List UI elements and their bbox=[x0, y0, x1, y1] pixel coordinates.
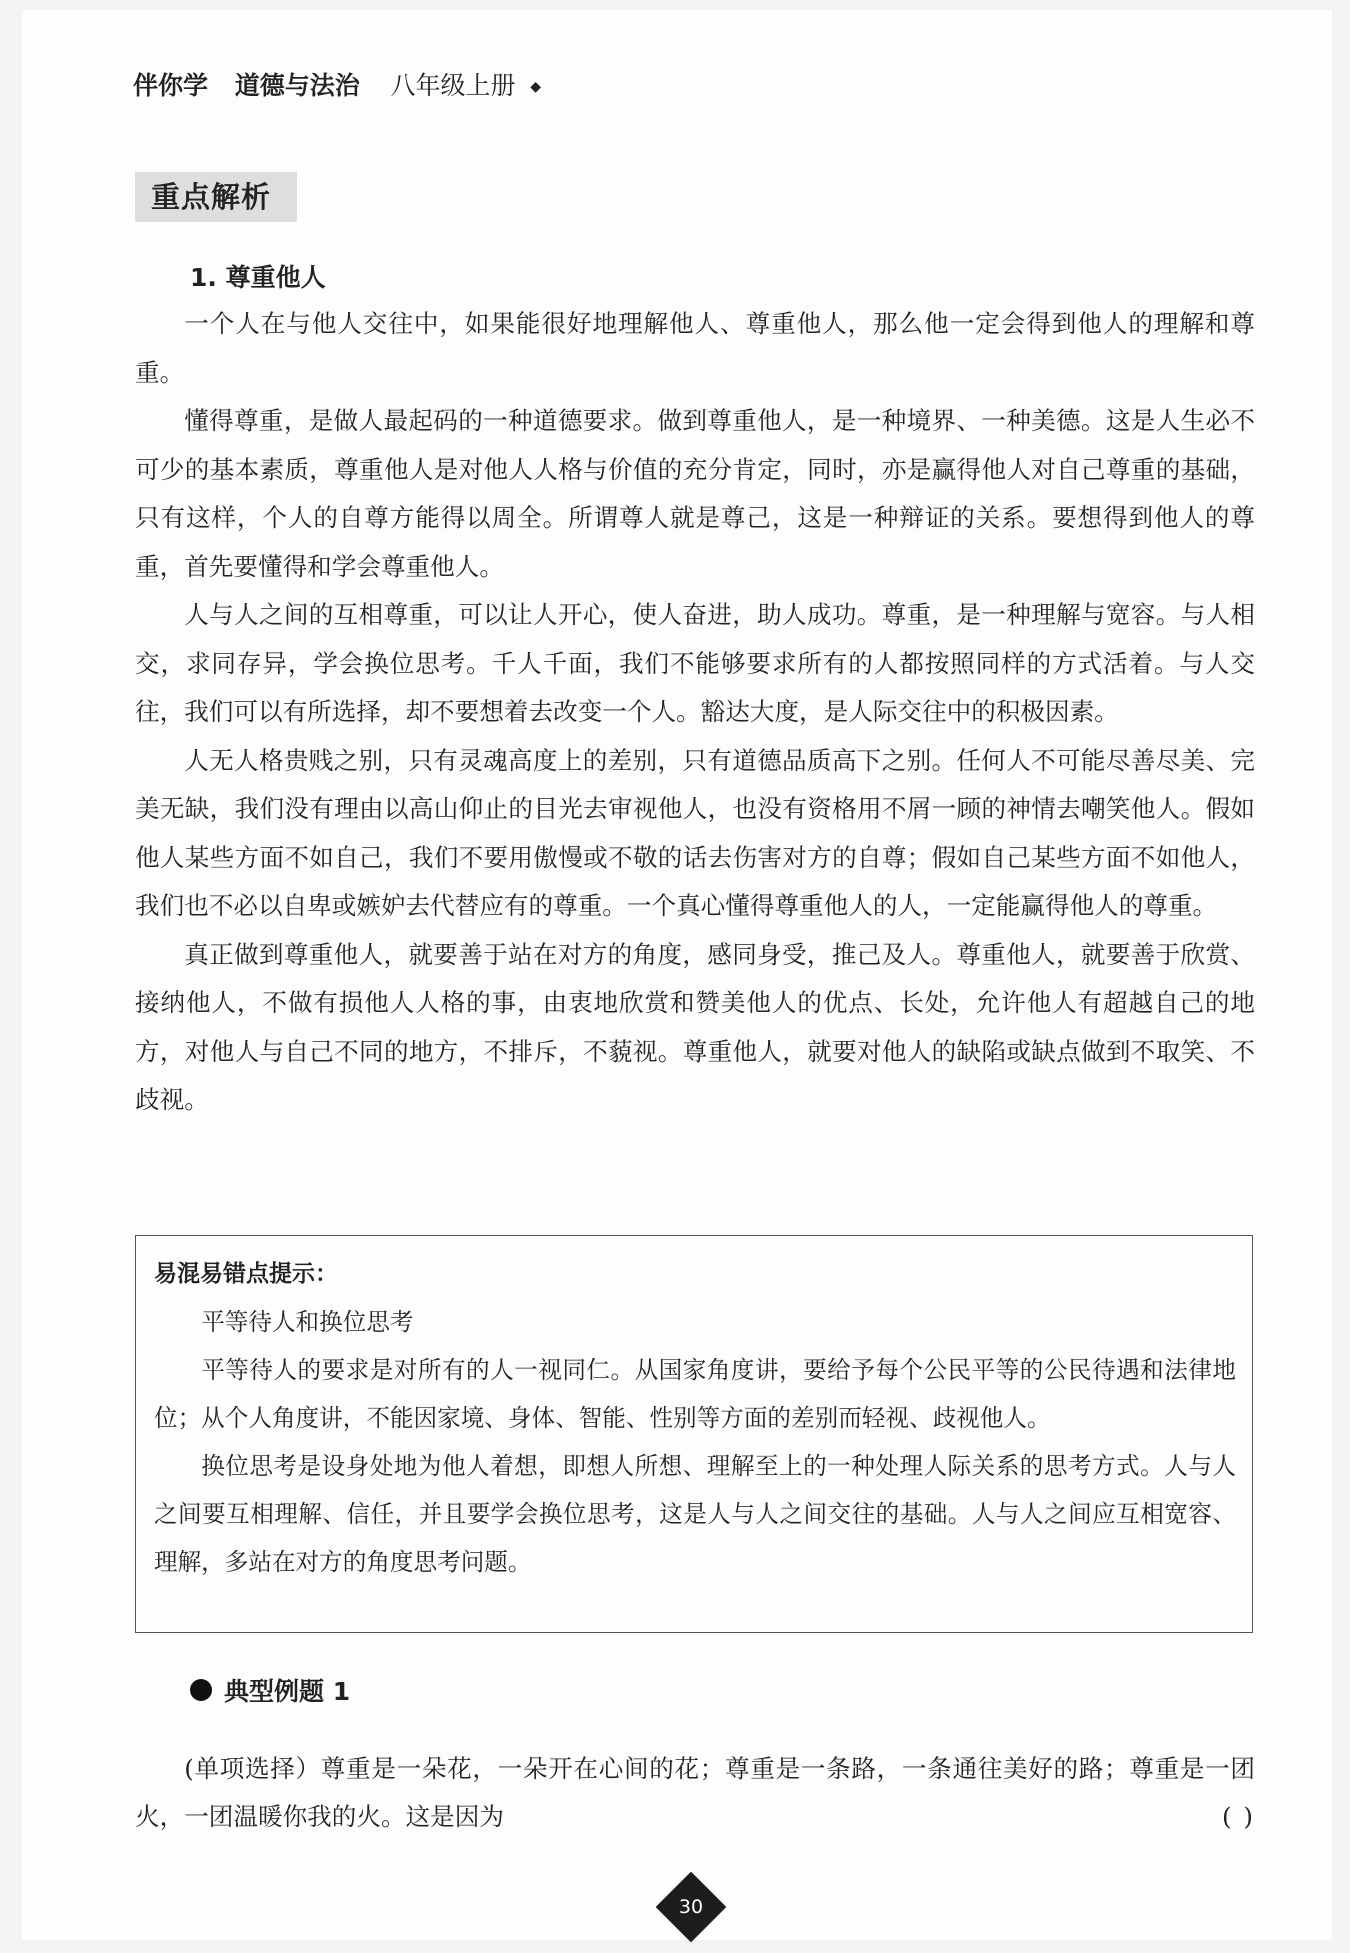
section-heading: 重点解析 bbox=[135, 172, 297, 222]
question-text: (单项选择）尊重是一朵花，一朵开在心间的花；尊重是一条路，一条通往美好的路；尊重是一团火，一团温暖你我的火。这是因为 bbox=[135, 1754, 1255, 1831]
body-text bbox=[135, 300, 1255, 1125]
bullet-icon bbox=[190, 1679, 212, 1701]
example-title: 典型例题 1 bbox=[224, 1677, 351, 1706]
grade-title: 八年级上册 bbox=[390, 71, 516, 100]
answer-blank[interactable]: ( ) bbox=[1221, 1802, 1255, 1831]
tip-paragraph: 换位思考是设身处地为他人着想，即想人所想、理解至上的一种处理人际关系的思考方式。人与人之间要互相理解、信任，并且要学会换位思考，这是人与人之间交往的基础。人与人之间应互相宽容、理解，多站在对方的角度思考问题。 bbox=[154, 1452, 1236, 1576]
series-title: 伴你学 bbox=[133, 71, 209, 100]
subject-title: 道德与法治 bbox=[234, 71, 360, 100]
tip-paragraph: 平等待人的要求是对所有的人一视同仁。从国家角度讲，要给予每个公民平等的公民待遇和法律地位；从个人角度讲，不能因家境、身体、智能、性别等方面的差别而轻视、歧视他人。 bbox=[154, 1356, 1236, 1432]
example-heading bbox=[190, 1672, 350, 1708]
question bbox=[135, 1745, 1255, 1841]
diamond-icon: ◆ bbox=[530, 79, 541, 95]
paragraph: 人与人之间的互相尊重，可以让人开心，使人奋进，助人成功。尊重，是一种理解与宽容。与人相交，求同存异，学会换位思考。千人千面，我们不能够要求所有的人都按照同样的方式活着。与人交往，我们可以有所选择，却不要想着去改变一个人。豁达大度，是人际交往中的积极因素。 bbox=[135, 600, 1255, 726]
subheading: 1. 尊重他人 bbox=[190, 263, 326, 292]
paragraph: 人无人格贵贱之别，只有灵魂高度上的差别，只有道德品质高下之别。任何人不可能尽善尽美、完美无缺，我们没有理由以高山仰止的目光去审视他人，也没有资格用不屑一顾的神情去嘲笑他人。假如他人某些方面不如自己，我们不要用傲慢或不敬的话去伤害对方的自尊；假如自己某些方面不如他人，我们也不必以自卑或嫉妒去代替应有的尊重。一个真心懂得尊重他人的人，一定能赢得他人的尊重。 bbox=[135, 745, 1255, 920]
paragraph: 一个人在与他人交往中，如果能很好地理解他人、尊重他人，那么他一定会得到他人的理解和尊重。 bbox=[135, 309, 1255, 387]
paragraph: 真正做到尊重他人，就要善于站在对方的角度，感同身受，推己及人。尊重他人，就要善于欣赏、接纳他人，不做有损他人人格的事，由衷地欣赏和赞美他人的优点、长处，允许他人有超越自己的地方，对他人与自己不同的地方，不排斥，不藐视。尊重他人，就要对他人的缺陷或缺点做到不取笑、不歧视。 bbox=[135, 939, 1255, 1114]
paragraph: 懂得尊重，是做人最起码的一种道德要求。做到尊重他人，是一种境界、一种美德。这是人生必不可少的基本素质，尊重他人是对他人人格与价值的充分肯定，同时，亦是赢得他人对自己尊重的基础，只有这样，个人的自尊方能得以周全。所谓尊人就是尊己，这是一种辩证的关系。要想得到他人的尊重，首先要懂得和学会尊重他人。 bbox=[135, 406, 1255, 581]
running-head bbox=[133, 66, 541, 102]
tip-title: 易混易错点提示： bbox=[154, 1261, 338, 1287]
tip-box bbox=[135, 1235, 1253, 1633]
tip-topic: 平等待人和换位思考 bbox=[201, 1308, 414, 1336]
page-number: 30 bbox=[678, 1896, 704, 1918]
